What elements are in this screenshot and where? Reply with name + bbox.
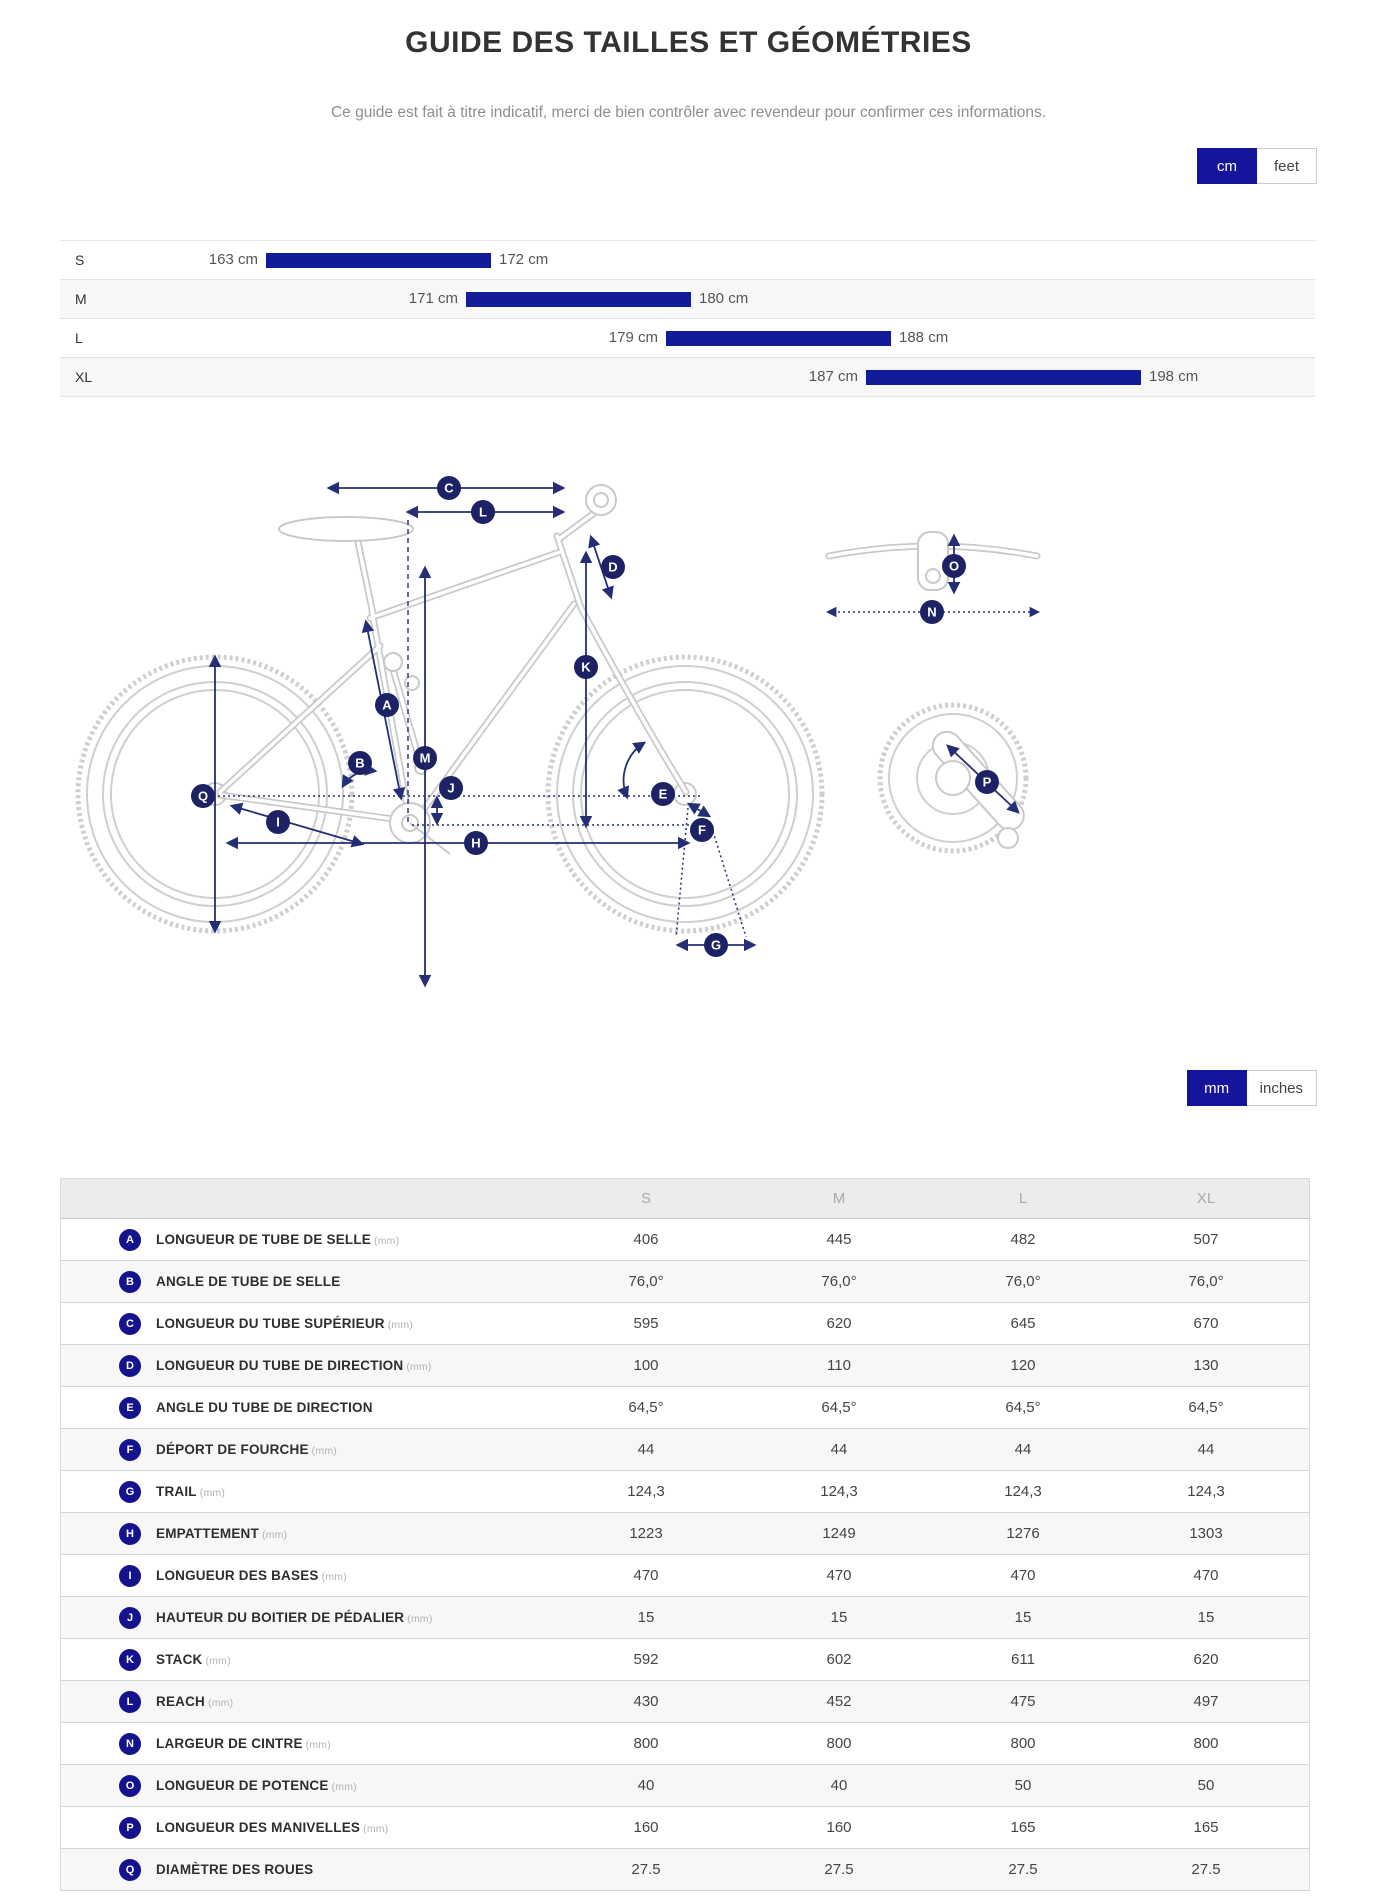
row-label: LONGUEUR DES BASES (mm) <box>156 1568 347 1583</box>
value-G-M: 124,3 <box>820 1483 858 1500</box>
value-A-L: 482 <box>1010 1231 1036 1248</box>
value-A-XL: 507 <box>1193 1231 1219 1248</box>
geometry-row-A <box>61 1219 1309 1261</box>
row-unit: (mm) <box>406 1361 432 1373</box>
value-I-M: 470 <box>826 1567 852 1584</box>
arrow-head-angle-E <box>624 743 644 797</box>
pedal-hole <box>998 828 1018 848</box>
geometry-row-O <box>61 1765 1309 1807</box>
geometry-row-H <box>61 1513 1309 1555</box>
dimension-unit-option-mm[interactable]: mm <box>1187 1070 1247 1106</box>
value-L-S: 430 <box>633 1693 659 1710</box>
value-J-M: 15 <box>830 1609 848 1626</box>
height-min-label: 187 cm <box>808 368 858 385</box>
handlebar-top-view <box>829 532 1037 590</box>
value-A-S: 406 <box>633 1231 659 1248</box>
geometry-row-K <box>61 1639 1309 1681</box>
row-letter-badge: Q <box>119 1859 141 1881</box>
row-letter-badge: K <box>119 1649 141 1671</box>
value-E-XL: 64,5° <box>1188 1399 1224 1416</box>
svg-text:K: K <box>581 659 591 675</box>
height-unit-toggle <box>1197 148 1317 184</box>
row-unit: (mm) <box>305 1739 331 1751</box>
svg-text:A: A <box>382 697 392 713</box>
geometry-row-Q <box>61 1849 1309 1891</box>
diagram-marker-G <box>704 933 728 957</box>
svg-text:N: N <box>927 604 937 620</box>
value-P-S: 160 <box>633 1819 659 1836</box>
geometry-row-B <box>61 1261 1309 1303</box>
row-label: LONGUEUR DE POTENCE (mm) <box>156 1778 357 1793</box>
geometry-row-G <box>61 1471 1309 1513</box>
row-label: LONGUEUR DES MANIVELLES (mm) <box>156 1820 389 1835</box>
row-unit: (mm) <box>208 1697 234 1709</box>
page-subtitle: Ce guide est fait à titre indicatif, merci de bien contrôler avec revendeur pour confirmer ces informations. <box>330 104 1047 121</box>
value-C-L: 645 <box>1010 1315 1036 1332</box>
value-L-L: 475 <box>1010 1693 1036 1710</box>
geometry-row-P <box>61 1807 1309 1849</box>
value-I-L: 470 <box>1010 1567 1036 1584</box>
value-G-XL: 124,3 <box>1187 1483 1225 1500</box>
value-G-L: 124,3 <box>1004 1483 1042 1500</box>
crankset <box>880 705 1030 851</box>
size-row-XL <box>60 358 1315 397</box>
diagram-marker-J <box>439 776 463 800</box>
svg-text:E: E <box>658 786 668 802</box>
row-label: HAUTEUR DU BOITIER DE PÉDALIER (mm) <box>156 1610 433 1625</box>
row-unit: (mm) <box>407 1613 433 1625</box>
value-Q-L: 27.5 <box>1008 1861 1038 1878</box>
value-K-XL: 620 <box>1193 1651 1219 1668</box>
height-min-label: 179 cm <box>608 329 658 346</box>
size-label: XL <box>75 369 93 385</box>
value-K-S: 592 <box>633 1651 659 1668</box>
svg-text:L: L <box>479 504 487 520</box>
height-range-bar <box>666 331 891 346</box>
diagram-marker-P <box>975 770 999 794</box>
geometry-row-I <box>61 1555 1309 1597</box>
size-label: L <box>75 330 83 346</box>
column-header-XL: XL <box>1196 1190 1216 1207</box>
value-K-M: 602 <box>826 1651 852 1668</box>
row-unit: (mm) <box>374 1235 400 1247</box>
value-H-XL: 1303 <box>1189 1525 1223 1542</box>
diagram-marker-M <box>413 746 437 770</box>
value-N-M: 800 <box>826 1735 852 1752</box>
geometry-row-F <box>61 1429 1309 1471</box>
svg-text:P: P <box>982 774 992 790</box>
value-I-S: 470 <box>633 1567 659 1584</box>
dimension-unit-option-inches[interactable]: inches <box>1247 1070 1317 1106</box>
value-C-S: 595 <box>633 1315 659 1332</box>
diagram-marker-N <box>920 600 944 624</box>
value-Q-M: 27.5 <box>824 1861 854 1878</box>
diagram-marker-A <box>375 693 399 717</box>
geometry-table <box>60 1178 1310 1891</box>
height-max-label: 198 cm <box>1149 368 1199 385</box>
row-label: LONGUEUR DU TUBE SUPÉRIEUR (mm) <box>156 1316 414 1331</box>
value-G-S: 124,3 <box>627 1483 665 1500</box>
value-N-XL: 800 <box>1193 1735 1219 1752</box>
height-range-bar <box>866 370 1141 385</box>
row-label: EMPATTEMENT (mm) <box>156 1526 288 1541</box>
geometry-row-N <box>61 1723 1309 1765</box>
value-P-L: 165 <box>1010 1819 1036 1836</box>
value-E-M: 64,5° <box>821 1399 857 1416</box>
value-B-M: 76,0° <box>821 1273 857 1290</box>
value-H-M: 1249 <box>822 1525 856 1542</box>
value-O-L: 50 <box>1014 1777 1032 1794</box>
row-label: ANGLE DU TUBE DE DIRECTION <box>156 1400 373 1415</box>
value-I-XL: 470 <box>1193 1567 1219 1584</box>
row-letter-badge: J <box>119 1607 141 1629</box>
height-unit-option-cm[interactable]: cm <box>1197 148 1257 184</box>
bike-geometry-diagram <box>60 440 1110 1010</box>
row-letter-badge: I <box>119 1565 141 1587</box>
geometry-row-C <box>61 1303 1309 1345</box>
value-D-S: 100 <box>633 1357 659 1374</box>
value-D-XL: 130 <box>1193 1357 1219 1374</box>
geometry-row-D <box>61 1345 1309 1387</box>
row-unit: (mm) <box>261 1529 288 1541</box>
row-label: ANGLE DE TUBE DE SELLE <box>156 1274 341 1289</box>
row-letter-badge: D <box>119 1355 141 1377</box>
value-O-S: 40 <box>637 1777 655 1794</box>
row-unit: (mm) <box>205 1655 231 1667</box>
geometry-row-E <box>61 1387 1309 1429</box>
row-label: LARGEUR DE CINTRE (mm) <box>156 1736 331 1751</box>
row-unit: (mm) <box>387 1319 414 1331</box>
svg-text:F: F <box>698 822 706 838</box>
value-F-L: 44 <box>1014 1441 1032 1458</box>
value-A-M: 445 <box>826 1231 852 1248</box>
size-label: S <box>75 252 85 268</box>
size-row-L <box>60 319 1315 358</box>
value-J-XL: 15 <box>1197 1609 1215 1626</box>
height-range-bar <box>466 292 691 307</box>
diagram-marker-B <box>348 751 372 775</box>
row-letter-badge: B <box>119 1271 141 1293</box>
column-header-S: S <box>640 1190 652 1207</box>
value-C-XL: 670 <box>1193 1315 1219 1332</box>
value-F-M: 44 <box>830 1441 848 1458</box>
row-unit: (mm) <box>331 1781 357 1793</box>
diagram-marker-O <box>942 554 966 578</box>
value-C-M: 620 <box>826 1315 852 1332</box>
diagram-marker-K <box>574 655 598 679</box>
row-letter-badge: O <box>119 1775 141 1797</box>
row-label: LONGUEUR DE TUBE DE SELLE (mm) <box>156 1232 400 1247</box>
value-F-S: 44 <box>637 1441 655 1458</box>
rider-height-chart <box>60 240 1315 397</box>
value-J-L: 15 <box>1014 1609 1032 1626</box>
value-Q-S: 27.5 <box>631 1861 661 1878</box>
row-unit: (mm) <box>311 1445 337 1457</box>
row-unit: (mm) <box>363 1823 389 1835</box>
arrow-fork-offset-F <box>689 804 709 816</box>
row-letter-badge: L <box>119 1691 141 1713</box>
saddle <box>279 517 413 541</box>
value-H-S: 1223 <box>629 1525 663 1542</box>
size-label: M <box>75 291 87 307</box>
height-min-label: 163 cm <box>208 251 258 268</box>
diagram-marker-L <box>471 500 495 524</box>
value-H-L: 1276 <box>1006 1525 1040 1542</box>
value-P-XL: 165 <box>1193 1819 1219 1836</box>
value-E-S: 64,5° <box>628 1399 664 1416</box>
bike-geometry-svg <box>60 440 1110 1010</box>
svg-text:I: I <box>276 814 280 830</box>
diagram-marker-E <box>651 782 675 806</box>
value-B-XL: 76,0° <box>1188 1273 1224 1290</box>
dimension-unit-toggle <box>1187 1070 1317 1106</box>
column-header-L: L <box>1018 1190 1028 1207</box>
diagram-marker-F <box>690 818 714 842</box>
row-label: TRAIL (mm) <box>156 1484 226 1499</box>
diagram-marker-D <box>601 555 625 579</box>
svg-text:D: D <box>608 559 618 575</box>
value-B-L: 76,0° <box>1005 1273 1041 1290</box>
value-D-L: 120 <box>1010 1357 1036 1374</box>
geometry-table-header <box>61 1179 1309 1219</box>
height-max-label: 172 cm <box>499 251 549 268</box>
height-max-label: 188 cm <box>899 329 949 346</box>
geometry-row-J <box>61 1597 1309 1639</box>
value-K-L: 611 <box>1011 1651 1035 1668</box>
row-unit: (mm) <box>199 1487 226 1499</box>
row-letter-badge: H <box>119 1523 141 1545</box>
value-L-M: 452 <box>826 1693 852 1710</box>
row-label: DÉPORT DE FOURCHE (mm) <box>156 1442 337 1457</box>
row-unit: (mm) <box>321 1571 347 1583</box>
row-label: DIAMÈTRE DES ROUES <box>156 1862 314 1877</box>
svg-text:B: B <box>355 755 365 771</box>
svg-text:O: O <box>948 558 960 574</box>
svg-text:H: H <box>471 835 481 851</box>
height-min-label: 171 cm <box>408 290 458 307</box>
svg-text:G: G <box>710 937 722 953</box>
row-label: LONGUEUR DU TUBE DE DIRECTION (mm) <box>156 1358 432 1373</box>
diagram-marker-C <box>437 476 461 500</box>
row-label: STACK (mm) <box>156 1652 231 1667</box>
diagram-marker-Q <box>191 784 215 808</box>
height-max-label: 180 cm <box>699 290 749 307</box>
row-letter-badge: F <box>119 1439 141 1461</box>
row-letter-badge: E <box>119 1397 141 1419</box>
diagram-marker-I <box>266 810 290 834</box>
value-F-XL: 44 <box>1197 1441 1215 1458</box>
svg-text:C: C <box>444 480 454 496</box>
height-unit-option-feet[interactable]: feet <box>1257 148 1317 184</box>
suspension-pivot <box>384 653 402 671</box>
value-E-L: 64,5° <box>1005 1399 1041 1416</box>
geometry-row-L <box>61 1681 1309 1723</box>
svg-text:Q: Q <box>197 788 209 804</box>
diagram-marker-H <box>464 831 488 855</box>
svg-text:M: M <box>419 750 431 766</box>
value-N-L: 800 <box>1010 1735 1036 1752</box>
value-P-M: 160 <box>826 1819 852 1836</box>
size-row-S <box>60 241 1315 280</box>
svg-text:J: J <box>447 780 455 796</box>
column-header-M: M <box>832 1190 846 1207</box>
value-O-XL: 50 <box>1197 1777 1215 1794</box>
row-letter-badge: N <box>119 1733 141 1755</box>
row-letter-badge: C <box>119 1313 141 1335</box>
value-O-M: 40 <box>830 1777 848 1794</box>
value-Q-XL: 27.5 <box>1191 1861 1221 1878</box>
size-row-M <box>60 280 1315 319</box>
row-letter-badge: G <box>119 1481 141 1503</box>
value-L-XL: 497 <box>1193 1693 1219 1710</box>
value-J-S: 15 <box>637 1609 655 1626</box>
height-range-bar <box>266 253 491 268</box>
row-label: REACH (mm) <box>156 1694 234 1709</box>
row-letter-badge: A <box>119 1229 141 1251</box>
value-D-M: 110 <box>827 1357 851 1374</box>
value-N-S: 800 <box>633 1735 659 1752</box>
page-title: GUIDE DES TAILLES ET GÉOMÉTRIES <box>405 26 972 59</box>
value-B-S: 76,0° <box>628 1273 664 1290</box>
row-letter-badge: P <box>119 1817 141 1839</box>
